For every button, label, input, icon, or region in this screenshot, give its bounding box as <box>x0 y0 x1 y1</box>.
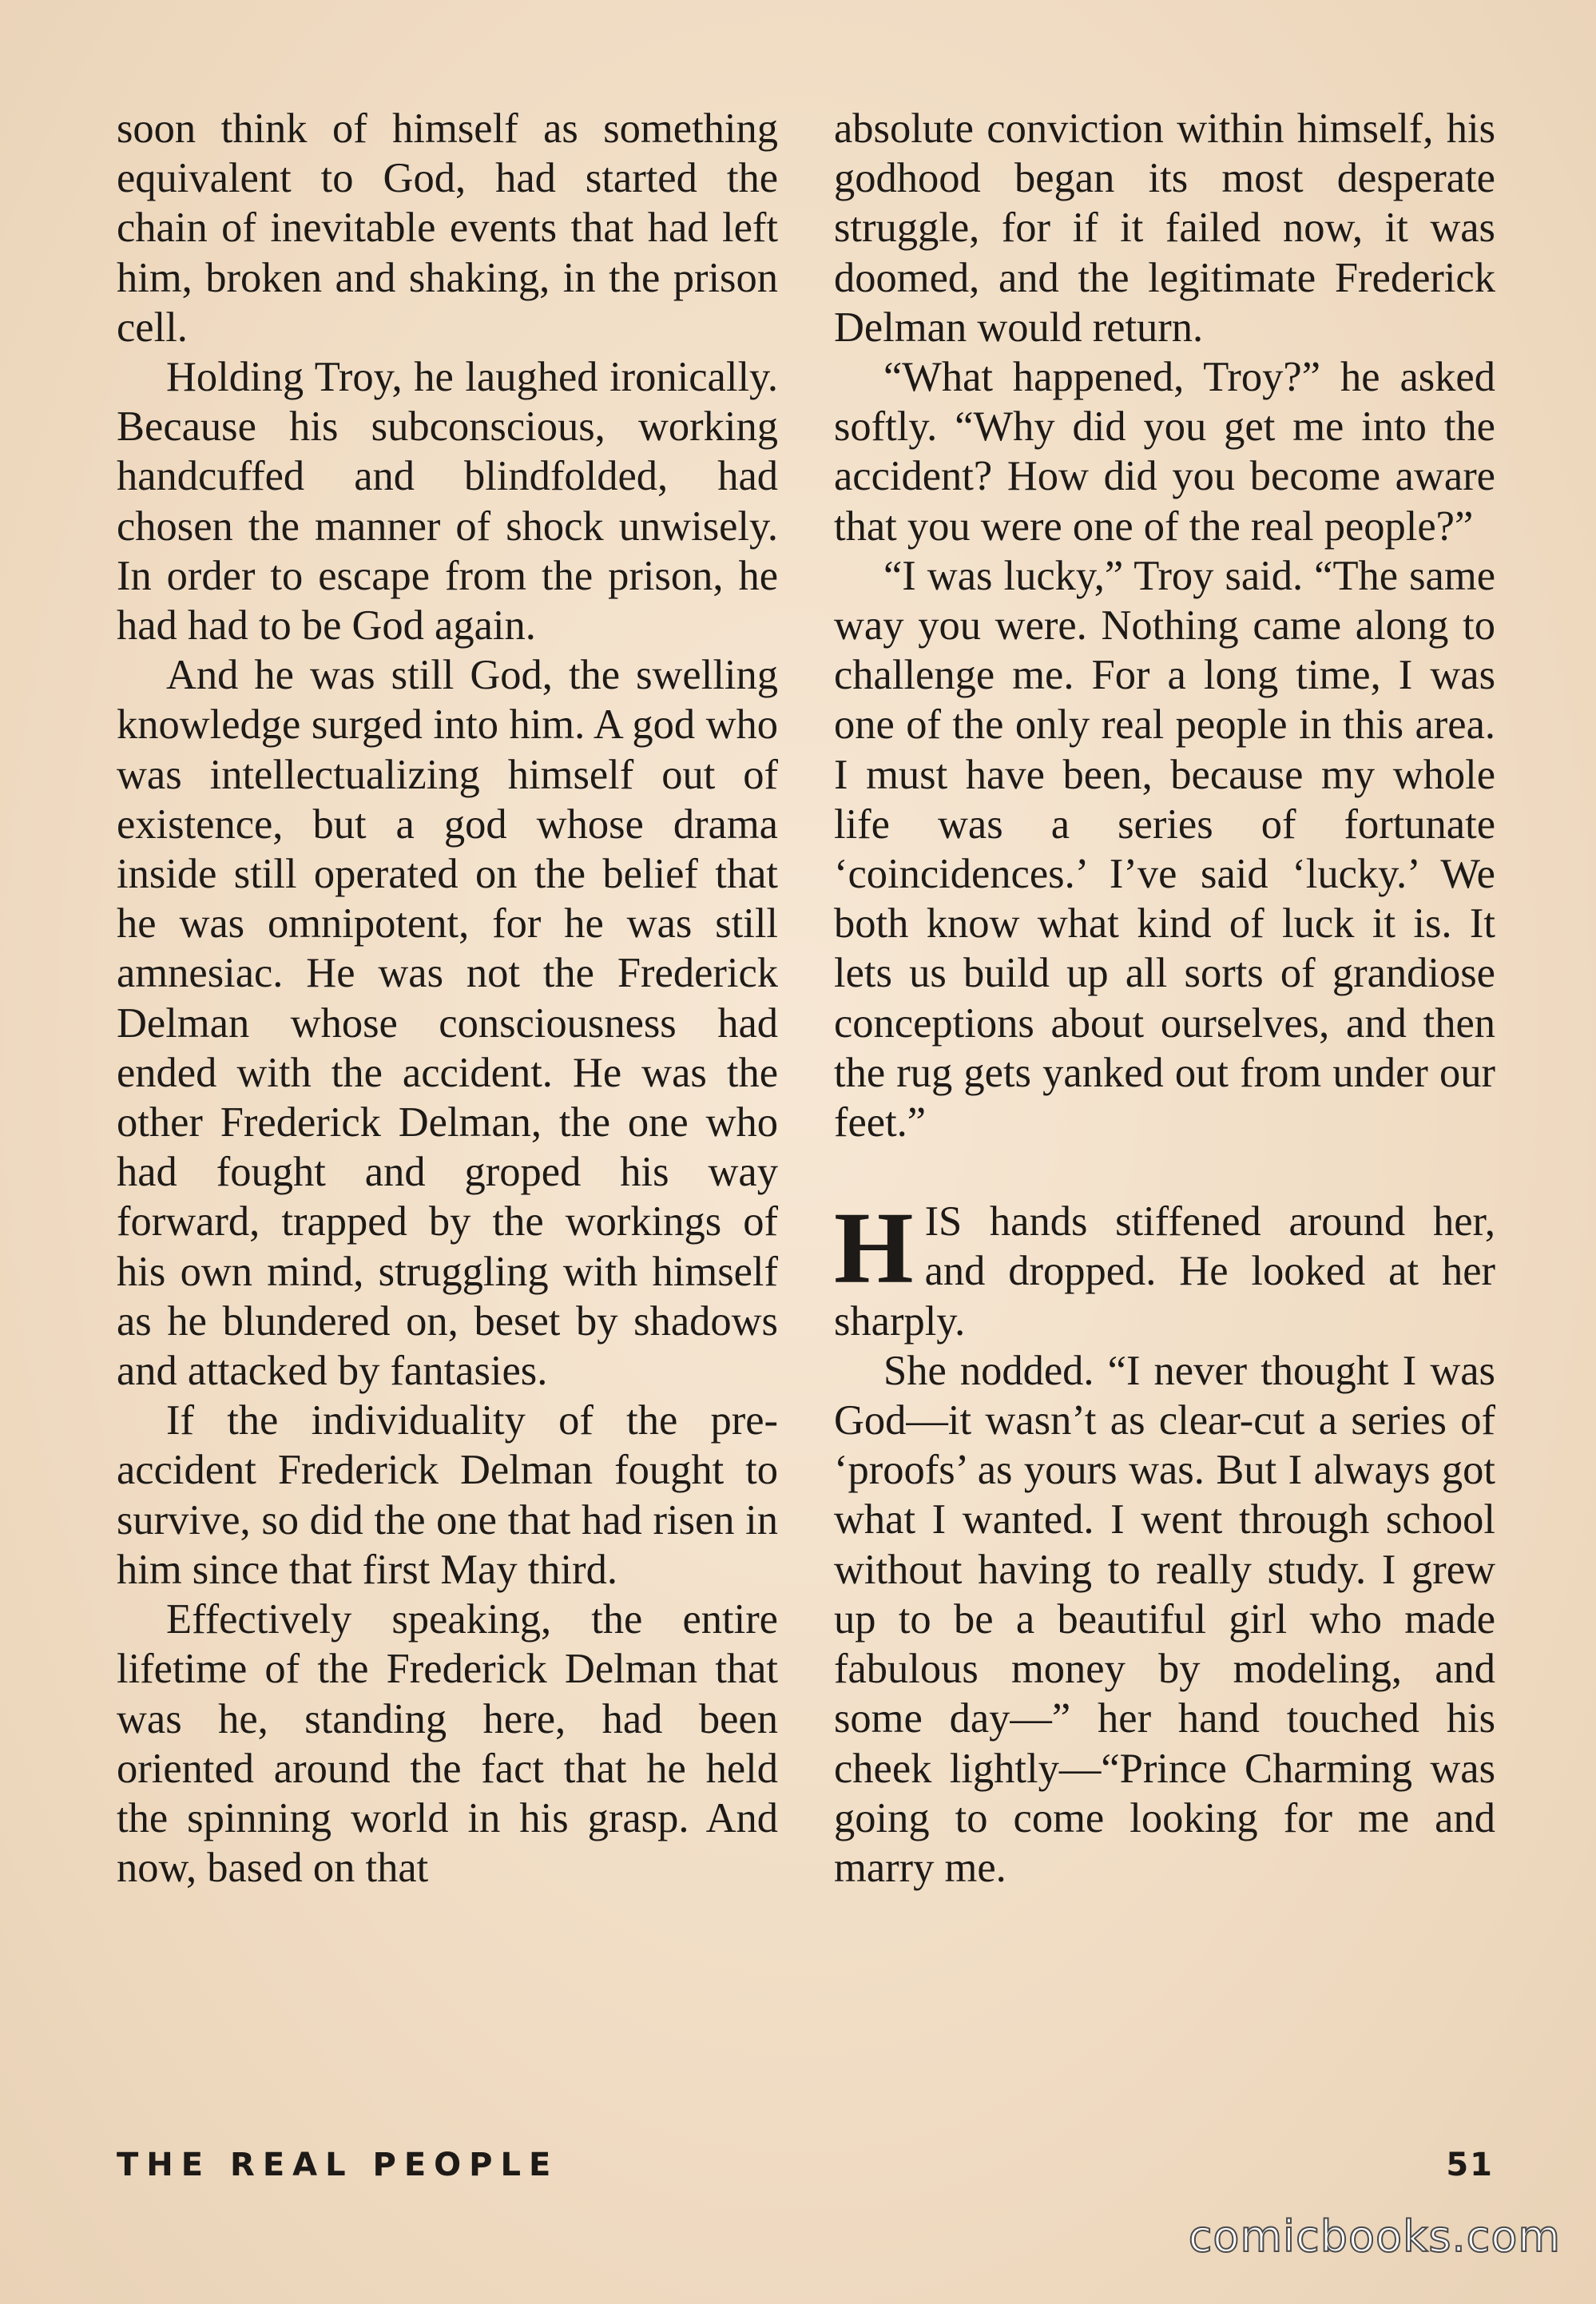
paragraph: And he was still God, the swelling knowledge surged into him. A god who was intellectualizing himself out of existence, but a god whose drama inside still operated on the belief that he was omnipotent, for he was still amnesiac. He was not the Frederick Delman whose consciousness had ended with the accident. He was the other Frederick Delman, the one who had fought and groped his way forward, trapped by the workings of his own mind, struggling with himself as he blundered on, beset by shadows and attacked by fantasies. <box>117 652 778 1395</box>
paragraph: Effectively speaking, the entire lifetime of the Frederick Delman that was he, standing here, had been oriented around the fact that he held the spinning world in his grasp. And now, based on that <box>117 1596 778 1892</box>
page-footer <box>117 2141 1494 2189</box>
watermark: comicbooks.com <box>1188 2211 1561 2262</box>
right-text-column <box>834 104 1495 1893</box>
paragraph: absolute conviction within himself, his godhood began its most desperate struggle, for if it failed now, it was doomed, and the legitimate Frederick Delman would return. <box>834 105 1495 351</box>
paragraph: She nodded. “I never thought I was God—it wasn’t as clear-cut a series of ‘proofs’ as yours was. But I always got what I wanted. I went through school without having to really study. I grew up to be a beautiful girl who made fabulous money by modeling, and some day—” her hand touched his cheek lightly—“Prince Charming was going to come looking for me and marry me. <box>834 1347 1495 1891</box>
dropcap-paragraph-text: IS hands stiffened around her, and dropped. He looked at her sharply. <box>834 1198 1495 1345</box>
paragraph: Holding Troy, he laughed ironically. Because his subconscious, working handcuffed and blindfolded, had chosen the manner of shock unwisely. In order to escape from the prison, he had had to be God again. <box>117 354 778 649</box>
page-number: 51 <box>1446 2147 1494 2183</box>
paragraph: “What happened, Troy?” he asked softly. “Why did you get me into the accident? How did you become aware that you were one of the real people?” <box>834 354 1495 550</box>
drop-cap-letter: H <box>834 1191 914 1305</box>
section-break <box>834 1191 1495 1346</box>
dropcap-paragraph <box>834 1191 1495 1346</box>
paragraph: “I was lucky,” Troy said. “The same way you were. Nothing came along to challenge me. For a long time, I was one of the only real people in this area. I must have been, because my whole life was a series of fortunate ‘coincidences.’ I’ve said ‘lucky.’ We both know what kind of luck it is. It lets us build up all sorts of grandiose conceptions about ourselves, and then the rug gets yanked out from under our feet.” <box>834 552 1495 1146</box>
paragraph: soon think of himself as something equivalent to God, had started the chain of inevitable events that had left him, broken and shaking, in the prison cell. <box>117 105 778 351</box>
paragraph: If the individuality of the pre-accident Frederick Delman fought to survive, so did the one that had risen in him since that first May third. <box>117 1397 778 1593</box>
running-title: THE REAL PEOPLE <box>117 2147 559 2183</box>
left-text-column <box>117 104 778 1893</box>
